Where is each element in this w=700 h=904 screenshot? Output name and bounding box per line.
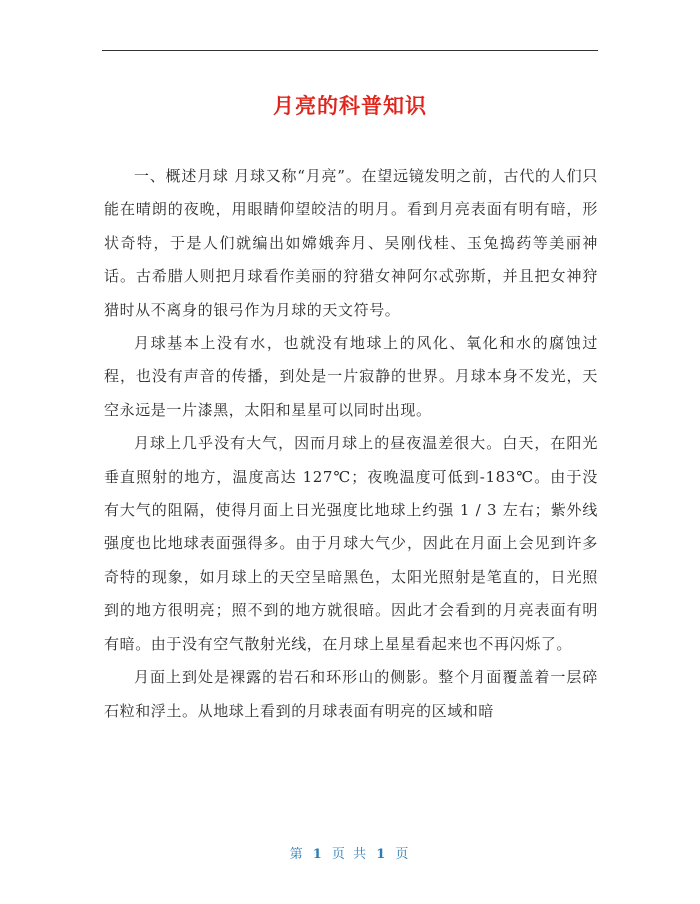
- footer-total-pages: 1: [376, 847, 388, 862]
- footer-prefix: 第: [289, 847, 305, 862]
- page-footer: [0, 843, 700, 862]
- footer-middle: 页 共: [331, 847, 369, 862]
- page-title: 月亮的科普知识: [273, 94, 427, 118]
- paragraph-no-water: 月球基本上没有水，也就没有地球上的风化、氧化和水的腐蚀过程，也没有声音的传播，到处是一片寂静的世界。月球本身不发光，天空永远是一片漆黑，太阳和星星可以同时出现。: [104, 334, 598, 419]
- article-body: [104, 160, 598, 728]
- footer-suffix: 页: [395, 847, 411, 862]
- paragraph-surface: 月面上到处是裸露的岩石和环形山的侧影。整个月面覆盖着一层碎石粒和浮土。从地球上看到的月球表面有明亮的区域和暗: [104, 668, 598, 720]
- paragraph-temperature: 月球上几乎没有大气，因而月球上的昼夜温差很大。白天，在阳光垂直照射的地方，温度高达 127℃；夜晚温度可低到-183℃。由于没有大气的阻隔，使得月面上日光强度比地球上约强 1 / 3 左右；紫外线强度也比地球表面强得多。由于月球大气少，因此在月面上会见到许多奇特的现象，如月球上的天空呈暗黑色，太阳光照射是笔直的，日光照到的地方很明亮；照不到的地方就很暗。因此才会看到的月亮表面有明有暗。由于没有空气散射光线，在月球上星星看起来也不再闪烁了。: [104, 434, 598, 653]
- footer-page-number: 1: [312, 847, 324, 862]
- paragraph-overview: 一、概述月球 月球又称“月亮”。在望远镜发明之前，古代的人们只能在晴朗的夜晚，用眼睛仰望皎洁的明月。看到月亮表面有明有暗，形状奇特，于是人们就编出如嫦娥奔月、吴刚伐桂、玉兔捣药等美丽神话。古希腊人则把月球看作美丽的狩猎女神阿尔忒弥斯，并且把女神狩猎时从不离身的银弓作为月球的天文符号。: [104, 167, 598, 319]
- header-rule: [102, 50, 598, 51]
